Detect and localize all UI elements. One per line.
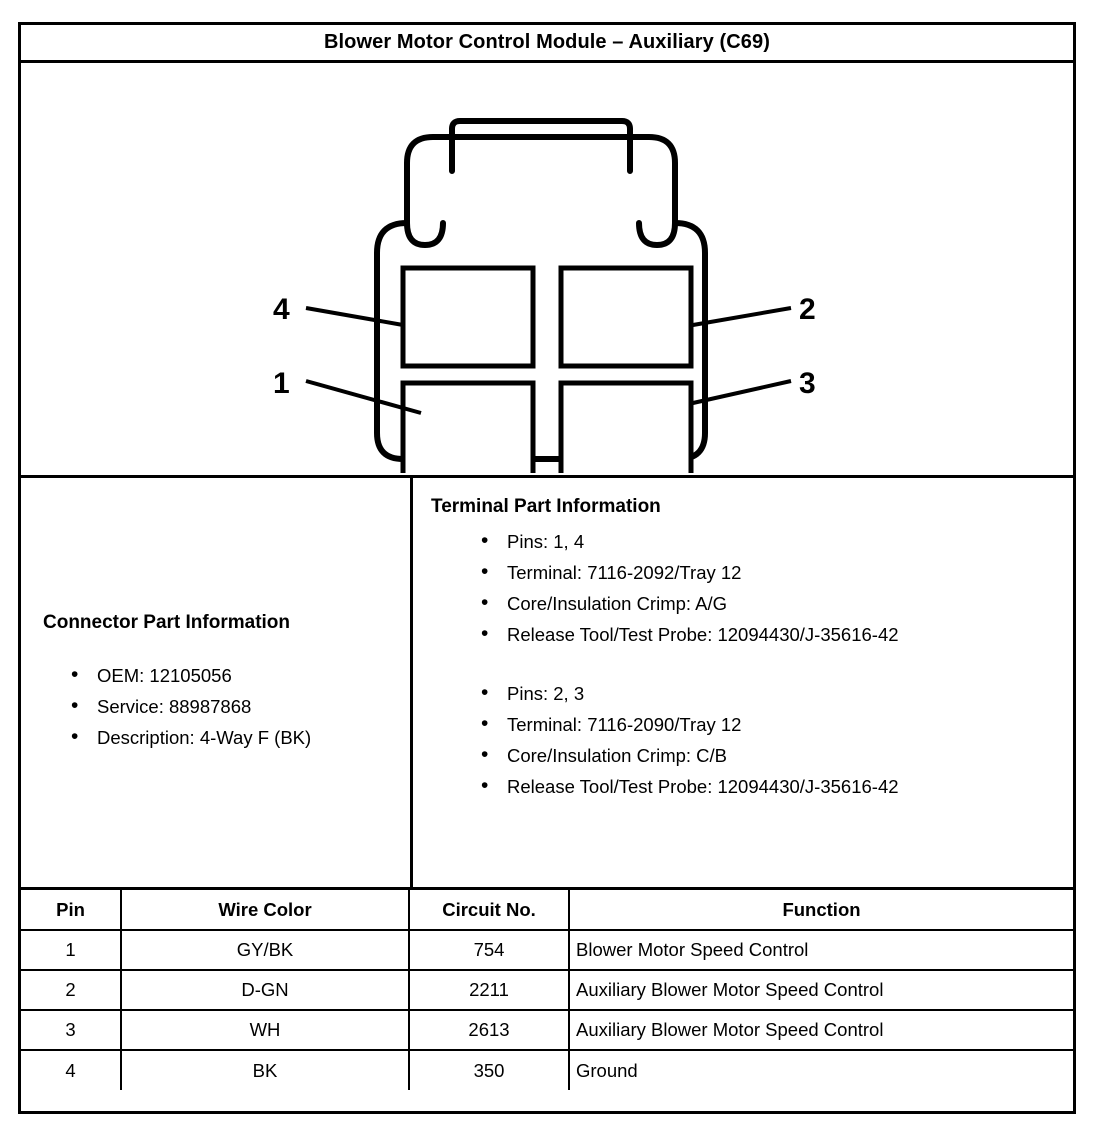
table-row	[21, 1050, 1073, 1090]
list-item: • Core/Insulation Crimp: A/G	[431, 588, 1059, 619]
column-header-function: Function	[569, 890, 1073, 930]
list-item: • Terminal: 7116-2092/Tray 12	[431, 557, 1059, 588]
cavity-4	[403, 268, 533, 366]
cell-pin: 3	[21, 1010, 121, 1050]
table-row	[21, 1010, 1073, 1050]
connector-part-information-panel	[21, 478, 413, 887]
cavity-1	[403, 383, 533, 473]
cell-wire-color: BK	[121, 1050, 409, 1090]
connector-face-svg	[21, 63, 1073, 473]
connector-datasheet	[18, 22, 1076, 1114]
callout-label-3: 3	[799, 367, 816, 400]
cell-pin: 2	[21, 970, 121, 1010]
list-item: • Pins: 1, 4	[431, 526, 1059, 557]
part-information-row	[21, 478, 1073, 890]
callout-label-4: 4	[273, 293, 290, 326]
column-header-pin: Pin	[21, 890, 121, 930]
terminal-group-separator	[431, 650, 1059, 678]
cell-function: Ground	[569, 1050, 1073, 1090]
table-row	[21, 930, 1073, 970]
list-item: • Service: 88987868	[43, 691, 392, 722]
list-item: • Pins: 2, 3	[431, 678, 1059, 709]
column-header-wire-color: Wire Color	[121, 890, 409, 930]
connector-latch-tab	[452, 121, 630, 171]
cell-circuit-no: 350	[409, 1050, 569, 1090]
pin-table	[21, 890, 1073, 1090]
cell-function: Blower Motor Speed Control	[569, 930, 1073, 970]
column-header-circuit-no: Circuit No.	[409, 890, 569, 930]
list-item: • Core/Insulation Crimp: C/B	[431, 740, 1059, 771]
list-item: • Terminal: 7116-2090/Tray 12	[431, 709, 1059, 740]
connector-part-information-list	[43, 660, 392, 753]
terminal-part-information-heading: Terminal Part Information	[431, 496, 661, 517]
page-title: Blower Motor Control Module – Auxiliary (C69)	[323, 31, 770, 53]
list-item: • Description: 4-Way F (BK)	[43, 722, 392, 753]
cell-wire-color: GY/BK	[121, 930, 409, 970]
cell-wire-color: D-GN	[121, 970, 409, 1010]
cell-circuit-no: 754	[409, 930, 569, 970]
connector-diagram	[21, 63, 1073, 478]
cell-function: Auxiliary Blower Motor Speed Control	[569, 1010, 1073, 1050]
terminal-part-information-panel	[413, 478, 1073, 887]
cell-circuit-no: 2613	[409, 1010, 569, 1050]
cell-circuit-no: 2211	[409, 970, 569, 1010]
terminal-group-2-list	[431, 678, 1059, 802]
connector-part-information-heading: Connector Part Information	[43, 612, 291, 633]
list-item: • Release Tool/Test Probe: 12094430/J-35616-42	[431, 619, 1059, 650]
cell-function: Auxiliary Blower Motor Speed Control	[569, 970, 1073, 1010]
cell-pin: 1	[21, 930, 121, 970]
callout-label-1: 1	[273, 367, 290, 400]
list-item: • Release Tool/Test Probe: 12094430/J-35616-42	[431, 771, 1059, 802]
cell-wire-color: WH	[121, 1010, 409, 1050]
sheet-title-bar	[21, 25, 1073, 63]
right-shoulder-notch	[639, 223, 675, 245]
terminal-group-1-list	[431, 526, 1059, 650]
table-row	[21, 970, 1073, 1010]
left-shoulder-notch	[407, 223, 443, 245]
callout-label-2: 2	[799, 293, 816, 326]
table-header-row	[21, 890, 1073, 930]
cavity-3	[561, 383, 691, 473]
leader-line-4	[306, 308, 403, 325]
list-item: • OEM: 12105056	[43, 660, 392, 691]
cell-pin: 4	[21, 1050, 121, 1090]
cavity-2	[561, 268, 691, 366]
